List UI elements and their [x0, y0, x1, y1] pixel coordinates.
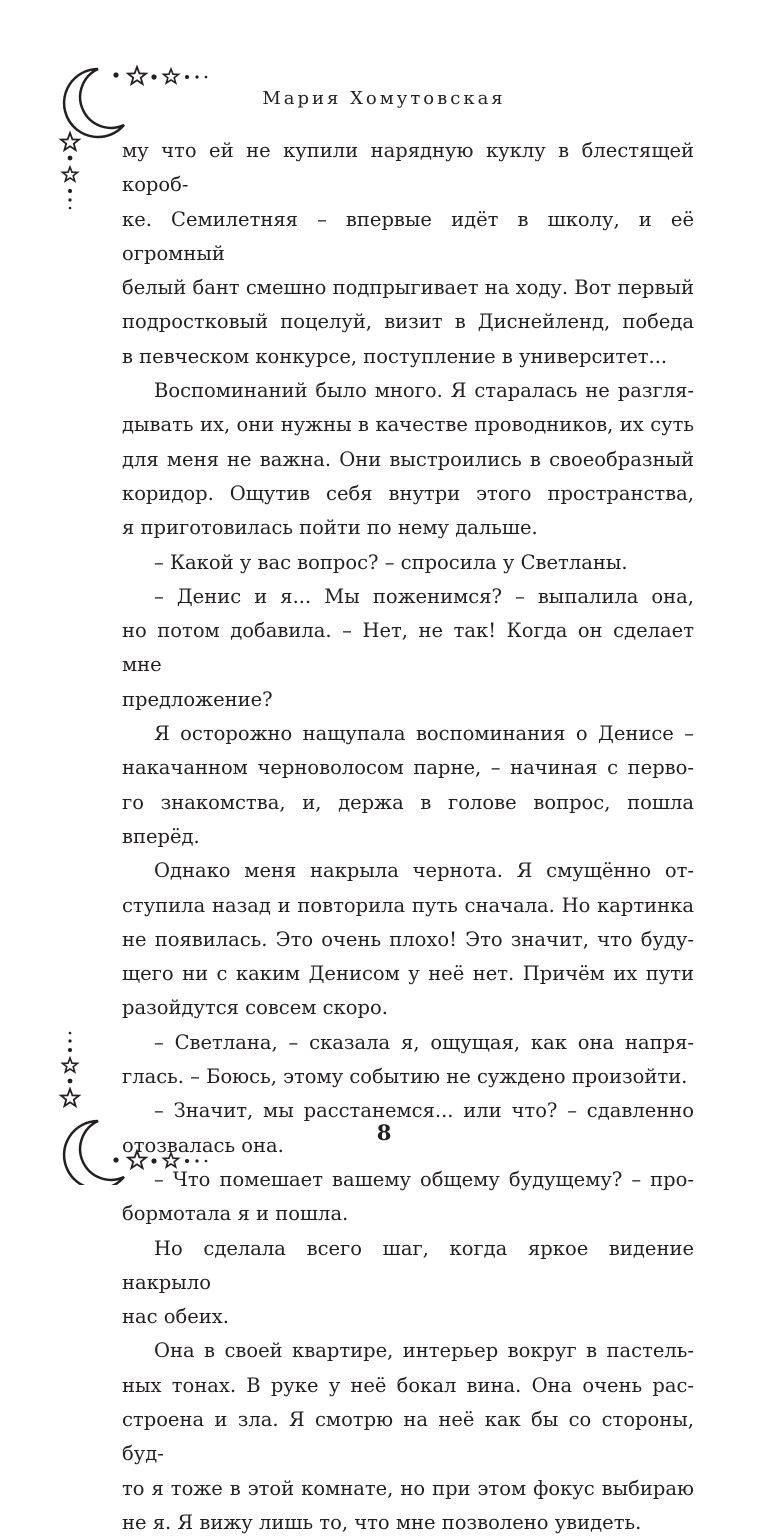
text-line: для меня не важна. Они выстроились в своеобразный: [122, 447, 694, 471]
text-line: Однако меня накрыла чернота. Я смущённо от-: [154, 859, 694, 883]
text-line: Воспоминаний было много. Я старалась не разгля-: [154, 379, 694, 403]
text-line: отозвалась она.: [122, 1133, 284, 1157]
text-line: Она в своей квартире, интерьер вокруг в пастель-: [154, 1339, 694, 1363]
running-title: Мария Хомутовская: [262, 88, 506, 109]
text-line: – Какой у вас вопрос? – спросила у Светланы.: [154, 550, 628, 574]
text-line: – Денис и я... Мы поженимся? – выпалила она,: [154, 584, 694, 608]
body-text: [122, 134, 694, 1540]
text-line: предложение?: [122, 687, 273, 711]
text-line: я приготовилась пойти по нему дальше.: [122, 516, 538, 540]
text-line: строена и зла. Я смотрю на неё как бы со стороны, буд-: [122, 1407, 694, 1466]
text-line: ступила назад и повторила путь сначала. Но картинка: [122, 893, 694, 917]
text-line: накачанном черноволосом парне, – начиная с перво-: [122, 756, 694, 780]
text-line: – Что помешает вашему общему будущему? – про-: [154, 1167, 694, 1191]
text-line: коридор. Ощутив себя внутри этого пространства,: [122, 481, 694, 505]
text-line: – Значит, мы расстанемся... или что? – сдавленно: [154, 1099, 694, 1123]
text-line: – Светлана, – сказала я, ощущая, как она напря-: [154, 1030, 694, 1054]
text-line: в певческом конкурсе, поступление в университет...: [122, 344, 668, 368]
text-line: ных тонах. В руке у неё бокал вина. Она очень рас-: [122, 1373, 694, 1397]
text-line: подростковый поцелуй, визит в Диснейленд, победа: [122, 310, 694, 334]
text-line: не появилась. Это очень плохо! Это значит, что буду-: [122, 927, 694, 951]
text-line: щего ни с каким Денисом у неё нет. Причём их пути: [122, 962, 694, 986]
text-line: нас обеих.: [122, 1305, 229, 1329]
text-line: глась. – Боюсь, этому событию не суждено произойти.: [122, 1065, 688, 1089]
text-line: но потом добавила. – Нет, не так! Когда он сделает мне: [122, 619, 694, 677]
text-line: не я. Я вижу лишь то, что мне позволено увидеть.: [122, 1510, 642, 1534]
text-line: го знакомства, и, держа в голове вопрос, пошла вперёд.: [122, 790, 694, 848]
text-line: бормотала я и пошла.: [122, 1202, 349, 1226]
text-line: ке. Семилетняя – впервые идёт в школу, и её огромный: [122, 207, 694, 265]
text-line: то я тоже в этой комнате, но при этом фокус выбираю: [122, 1476, 694, 1500]
text-line: дывать их, они нужны в качестве проводников, их суть: [122, 413, 694, 437]
text-line: белый бант смешно подпрыгивает на ходу. Вот первый: [122, 276, 694, 300]
text-line: му что ей не купили нарядную куклу в блестящей короб-: [122, 139, 694, 197]
text-line: Я осторожно нащупала воспоминания о Денисе –: [154, 722, 694, 746]
text-line: Но сделала всего шаг, когда яркое видение накрыло: [122, 1236, 694, 1294]
text-line: разойдутся совсем скоро.: [122, 996, 388, 1020]
page-number: 8: [376, 1120, 392, 1145]
